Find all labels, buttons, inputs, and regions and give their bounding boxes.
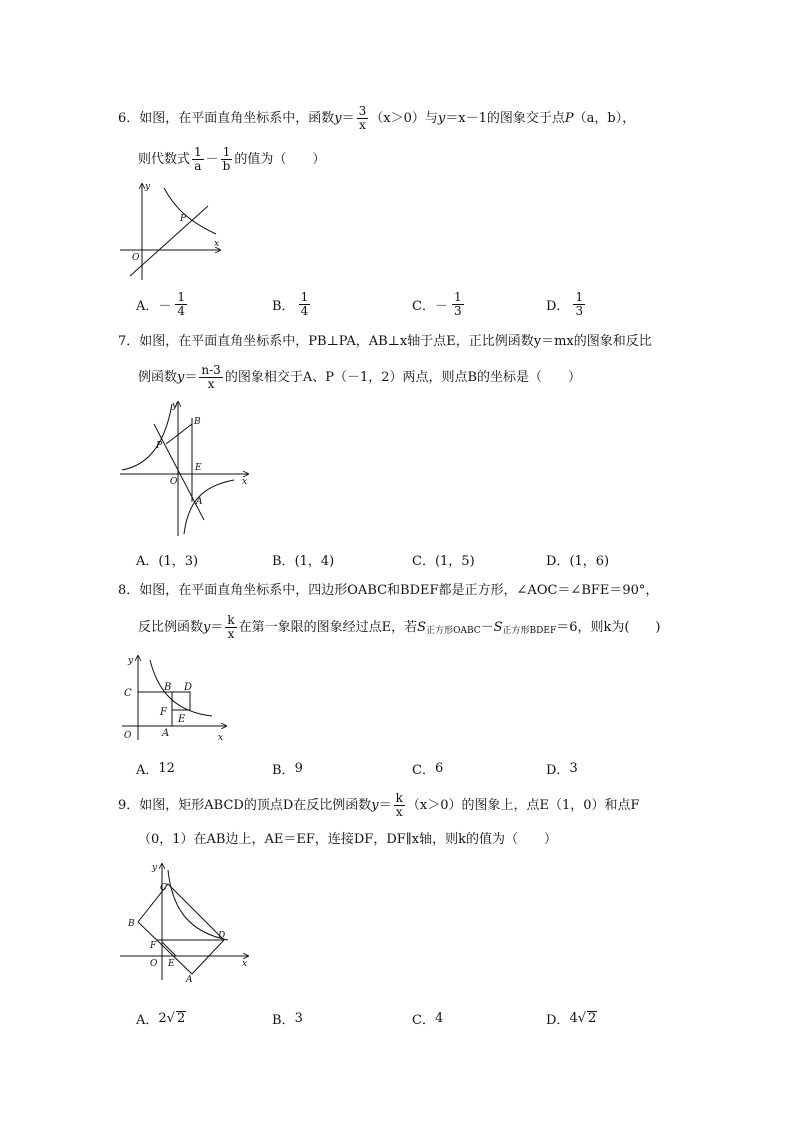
q7-label-a: A <box>196 497 203 507</box>
q9-label-b: B <box>128 919 135 929</box>
q9-line-1: 9．如图，矩形ABCD的顶点D在反比例函数y＝ $\frac{k}{x}$ （x＞0）的图象上，点E（1，0）和点F <box>118 791 640 819</box>
q9-label-y: y <box>152 863 158 873</box>
q9-line-ef <box>162 942 176 956</box>
q7-hyperbola-left <box>122 404 172 470</box>
q6-figure <box>116 180 226 282</box>
q9-fraction: $\frac{k}{x}$ <box>395 791 403 819</box>
q9-hyperbola <box>168 870 228 940</box>
q7-fraction: $\frac{n-3}{x}$ <box>201 363 221 391</box>
q9-options <box>0 1000 794 1036</box>
q8-label-e: E <box>178 714 186 725</box>
q8-line-1: 8．如图，在平面直角坐标系中，四边形OABC和BDEF都是正方形，∠AOC＝∠BFE＝90°， <box>118 583 659 598</box>
q6-option-c[interactable]: C． － $\frac{1}{3}$ <box>412 289 462 318</box>
q9-label-o: O <box>150 959 158 969</box>
q8-label-x: x <box>218 733 224 743</box>
q7-option-c[interactable]: C． (1，5) <box>412 553 475 569</box>
q8-label-y: y <box>128 656 134 666</box>
q6-options <box>0 286 794 322</box>
q8-label-b: B <box>164 682 172 693</box>
q7-label-e: E <box>195 463 202 473</box>
q9-option-b[interactable]: B． 3 <box>272 1010 303 1028</box>
q9-figure <box>116 860 252 986</box>
q8-line-2: 反比例函数y＝ $\frac{k}{x}$ 在第一象限的图象经过点E，若$S_{正方形OABC}-S_{正方形BDEF}=6$，则k为( ) <box>138 613 661 641</box>
q6-fraction: $\frac{3}{x}$ <box>358 104 367 132</box>
q8-option-b[interactable]: B． 9 <box>272 760 303 778</box>
q8-option-d[interactable]: D． 3 <box>546 760 578 778</box>
q7-options <box>0 541 794 577</box>
q9-label-e: E <box>168 959 175 969</box>
q8-label-c: C <box>124 688 132 699</box>
q6-label-x: x <box>214 239 220 249</box>
q9-option-c[interactable]: C． 4 <box>412 1010 444 1028</box>
q6-line-1: 6．如图，在平面直角坐标系中，函数y＝ $\frac{3}{x}$ （x＞0）与y＝x－1的图象交于点P（a，b）， <box>118 104 636 132</box>
q8-options <box>0 750 794 786</box>
q6-label-y: y <box>145 182 151 192</box>
q6-hyperbola <box>164 188 216 234</box>
q7-label-p: P <box>156 441 163 451</box>
sqrt-icon: √ <box>166 1010 175 1026</box>
q9-option-a[interactable]: A． 2 √ 2 <box>136 1010 186 1028</box>
q7-option-b[interactable]: B． (1，4) <box>272 553 335 569</box>
q6-line-2: 则代数式 $\frac{1}{a}$ － $\frac{1}{b}$ 的值为（ ） <box>138 145 326 173</box>
q9-label-a: A <box>186 975 193 985</box>
q6-label-p: P <box>180 214 187 224</box>
q6-option-a[interactable]: A． － $\frac{1}{4}$ <box>136 289 186 318</box>
q8-option-c[interactable]: C． 6 <box>412 760 444 778</box>
q7-label-y: y <box>172 401 178 411</box>
q8-label-d: D <box>184 682 193 693</box>
q6-fraction-1b: $\frac{1}{b}$ <box>222 145 231 173</box>
q8-figure <box>116 652 232 744</box>
q8-label-f: F <box>160 707 167 718</box>
q7-line-1: 7．如图，在平面直角坐标系中，PB⊥PA，AB⊥x轴于点E，正比例函数y＝mx的图象和反比 <box>118 334 652 349</box>
q9-label-f: F <box>150 941 157 951</box>
q6-option-d[interactable]: D． $\frac{1}{3}$ <box>546 289 584 318</box>
q7-label-b: B <box>194 417 201 427</box>
q6-option-b[interactable]: B． $\frac{1}{4}$ <box>272 289 309 318</box>
q6-label-o: O <box>132 253 140 263</box>
q9-label-x: x <box>242 959 248 969</box>
q7-label-x: x <box>242 477 248 487</box>
q9-line-2: （0，1）在AB边上，AE＝EF，连接DF，DF∥x轴，则k的值为（ ） <box>138 832 557 847</box>
q7-option-a[interactable]: A． (1，3) <box>136 553 199 569</box>
q7-label-o: O <box>170 477 178 487</box>
q7-option-d[interactable]: D． (1，6) <box>546 553 610 569</box>
q8-option-a[interactable]: A． 12 <box>136 760 175 778</box>
q9-option-d[interactable]: D． 4 √ 2 <box>546 1010 597 1028</box>
q7-line-2: 例函数y＝ $\frac{n-3}{x}$ 的图象相交于A、P（－1，2）两点，则点B的坐标是（ ） <box>138 363 582 391</box>
q7-figure <box>118 398 254 538</box>
q8-label-a: A <box>162 728 170 739</box>
q8-label-o: O <box>124 731 132 741</box>
q8-fraction: $\frac{k}{x}$ <box>227 613 235 641</box>
q9-label-c: C <box>160 883 167 893</box>
q6-fraction-1a: $\frac{1}{a}$ <box>194 145 202 173</box>
q7-line-pb <box>166 424 192 444</box>
q9-label-d: D <box>218 931 226 941</box>
q8-square-bdef <box>172 692 190 710</box>
sqrt-icon: √ <box>577 1010 587 1026</box>
